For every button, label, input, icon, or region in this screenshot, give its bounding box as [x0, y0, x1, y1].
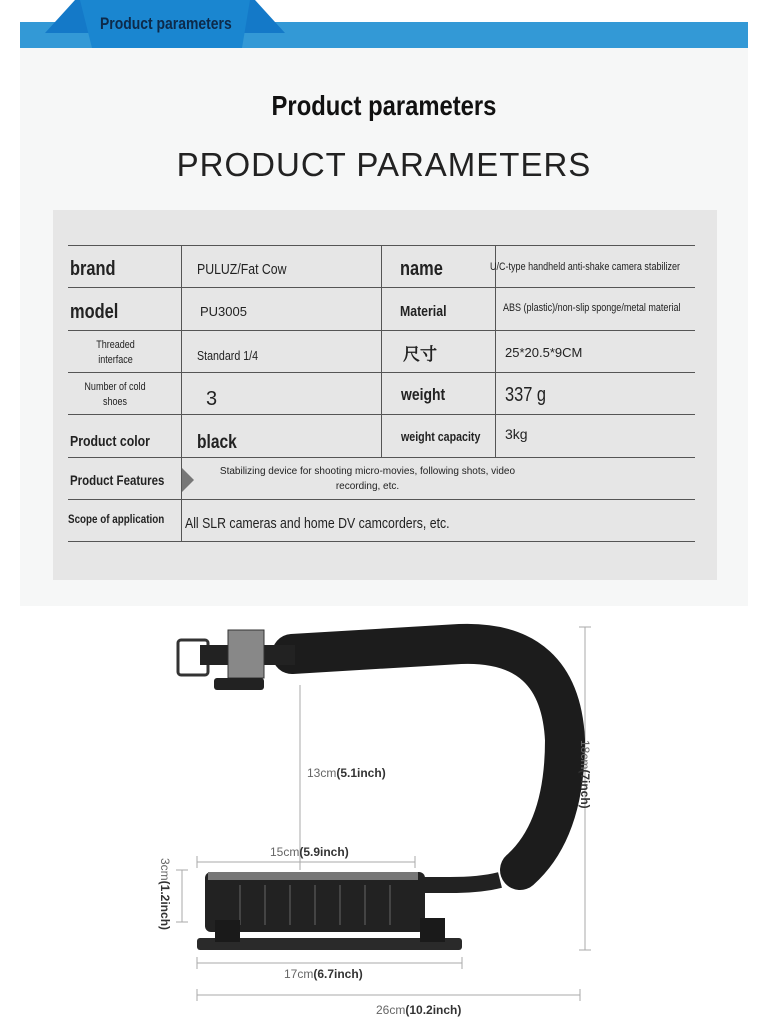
cold-shoe [228, 630, 264, 678]
weight-label: weight [401, 385, 446, 404]
size-value: 25*20.5*9CM [505, 344, 583, 360]
product-features-value: Stabilizing device for shooting micro-movies, following shots, video recording, etc. [219, 466, 516, 492]
dimension-base-height: 3cm(1.2inch) [158, 858, 172, 931]
mount-knob [214, 678, 264, 690]
cold-shoes-label: Number of cold shoes [84, 380, 146, 408]
name-label: name [400, 258, 443, 280]
handle-arm [420, 880, 500, 885]
thread-value: Standard 1/4 [197, 347, 259, 363]
name-value: U/C-type handheld anti-shake camera stabilizer [490, 261, 681, 273]
dimension-total-height: 18cm(7inch) [578, 740, 592, 809]
page-subtitle: PRODUCT PARAMETERS [176, 146, 592, 183]
thread-label: Threaded interface [96, 338, 135, 366]
scope-value: All SLR cameras and home DV camcorders, etc. [185, 514, 450, 532]
weight-capacity-value: 3kg [505, 426, 528, 442]
dimension-base-width: 17cm(6.7inch) [284, 967, 363, 981]
weight-capacity-label: weight capacity [401, 428, 481, 444]
model-value: PU3005 [200, 303, 247, 319]
cold-shoes-value: 3 [206, 387, 218, 410]
dimension-total-width: 26cm(10.2inch) [376, 1003, 462, 1017]
stabilizer-product-image [0, 606, 768, 1024]
brand-value: PULUZ/Fat Cow [197, 261, 287, 278]
brand-label: brand [70, 258, 116, 280]
product-color-label: Product color [70, 432, 150, 450]
product-color-value: black [197, 432, 237, 453]
arrow-marker-icon [182, 468, 194, 492]
size-label: 尺寸 [403, 344, 437, 364]
product-features-label: Product Features [70, 472, 165, 488]
dimension-inner-height: 13cm(5.1inch) [307, 766, 386, 780]
material-value: ABS (plastic)/non-slip sponge/metal material [503, 302, 681, 314]
dimension-plate-width: 15cm(5.9inch) [270, 845, 349, 859]
scope-label: Scope of application [68, 512, 165, 526]
foam-handle [292, 644, 565, 870]
model-label: model [70, 300, 119, 323]
header-tab-label: Product parameters [100, 14, 232, 33]
material-label: Material [400, 302, 447, 320]
page-title: Product parameters [271, 90, 497, 121]
weight-value: 337 g [505, 383, 547, 406]
